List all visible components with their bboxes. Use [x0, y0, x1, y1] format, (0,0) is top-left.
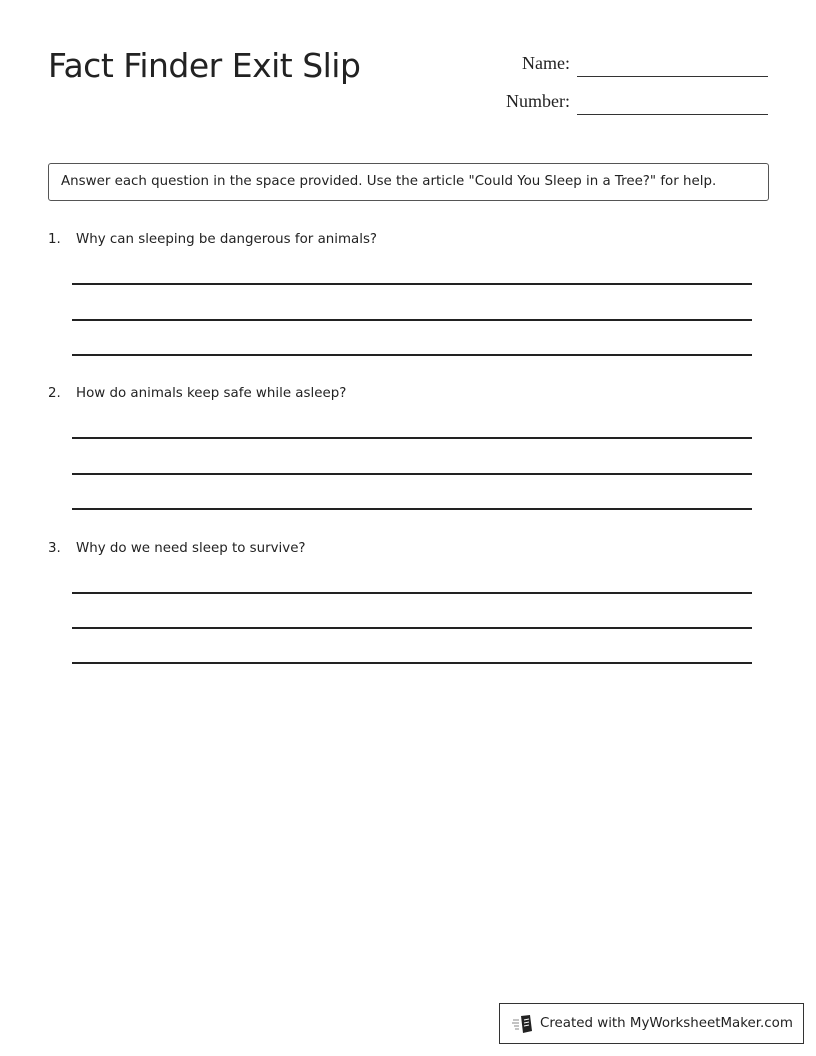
question-text: Why do we need sleep to survive? — [76, 541, 306, 556]
answer-line[interactable] — [72, 592, 752, 594]
answer-line[interactable] — [72, 354, 752, 356]
instructions-box: Answer each question in the space provided. Use the article "Could You Sleep in a Tree?" for help. — [48, 163, 769, 201]
number-label: Number: — [506, 91, 570, 111]
answer-line[interactable] — [72, 662, 752, 664]
answer-line[interactable] — [72, 627, 752, 629]
answer-line[interactable] — [72, 473, 752, 475]
answer-line[interactable] — [72, 508, 752, 510]
question-number: 1. — [48, 232, 61, 247]
footer-credit[interactable] — [499, 1003, 804, 1044]
name-label: Name: — [522, 53, 570, 73]
answer-line[interactable] — [72, 437, 752, 439]
question-number: 2. — [48, 386, 61, 401]
answer-line[interactable] — [72, 319, 752, 321]
answer-line[interactable] — [72, 283, 752, 285]
number-field[interactable] — [577, 114, 768, 115]
footer-text: Created with MyWorksheetMaker.com — [540, 1016, 793, 1031]
page-title: Fact Finder Exit Slip — [48, 46, 361, 85]
name-field[interactable] — [577, 76, 768, 77]
worksheet-maker-logo-icon — [512, 1014, 534, 1034]
question-text: Why can sleeping be dangerous for animals? — [76, 232, 378, 247]
question-number: 3. — [48, 541, 61, 556]
question-text: How do animals keep safe while asleep? — [76, 386, 347, 401]
